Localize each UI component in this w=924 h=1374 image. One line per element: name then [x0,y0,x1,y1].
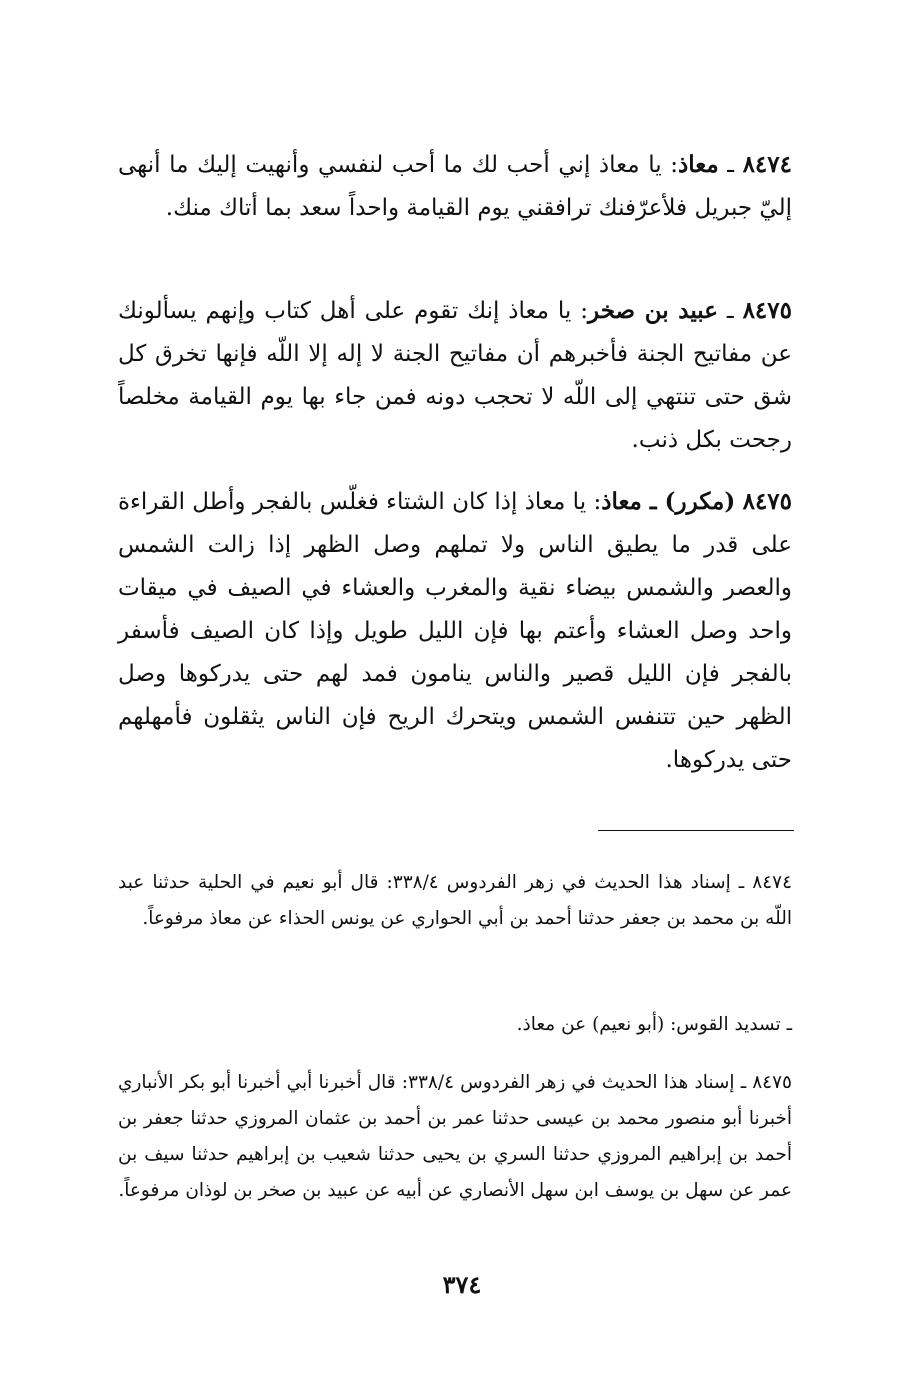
hadith-number: ٨٤٧٥ [742,488,793,515]
hadith-entry-8475-repeated: ٨٤٧٥ (مكرر) ـ معاذ: يا معاذ إذا كان الشتاء فغلّس بالفجر وأطل القراءة على قدر ما يطيق الناس ولا تملهم وصل الظهر إذا زالت الشمس والعصر والشمس بيضاء نقية والمغرب والعشاء في الصيف في ميقات واحد وصل العشاء وأعتم بها فإن الليل طويل وإذا كان الصيف فأسفر بالفجر فإن الليل قصير والناس ينامون فمد لهم حتى يدركوها وصل الظهر حين تتنفس الشمس ويتحرك الريح فإن الناس يثقلون فأمهلهم حتى يدركوها. [118,488,793,773]
hadith-text: يا معاذ إني أحب لك ما أحب لنفسي وأنهيت إليك ما أنهى إليّ جبريل فلأعرّفنك ترافقني يوم القيامة واحداً سعد بما أتاك منك. [118,152,792,221]
hadith-narrator: عبيد بن صخر [588,297,718,324]
hadith-number: ٨٤٧٤ [742,151,792,178]
hadith-narrator: (مكرر) ـ معاذ [601,488,736,515]
footnote-tasdid-alqaws: ـ تسديد القوس: (أبو نعيم) عن معاذ. [516,1013,792,1035]
hadith-text: يا معاذ إنك تقوم على أهل كتاب وإنهم يسألونك عن مفاتيح الجنة فأخبرهم أن مفاتيح الجنة لا إله إلا اللّه فإنها تخرق كل شق حتى تنتهي إلى اللّه لا تحجب دونه فمن جاء بها يوم القيامة مخلصاً رجحت بكل ذنب. [118,298,792,453]
footnote-separator [598,830,794,831]
hadith-text: يا معاذ إذا كان الشتاء فغلّس بالفجر وأطل القراءة على قدر ما يطيق الناس ولا تملهم وصل الظهر إذا زالت الشمس والعصر والشمس بيضاء نقية والمغرب والعشاء في الصيف في ميقات واحد وصل العشاء وأعتم بها فإن الليل طويل وإذا كان الصيف فأسفر بالفجر فإن الليل قصير والناس ينامون فمد لهم حتى يدركوها وصل الظهر حين تتنفس الشمس ويتحرك الريح فإن الناس يثقلون فأمهلهم حتى يدركوها. [118,489,792,773]
page-number: ٣٧٤ [442,1270,482,1299]
hadith-narrator: معاذ [677,151,719,178]
hadith-entry-8475: ٨٤٧٥ ـ عبيد بن صخر: يا معاذ إنك تقوم على أهل كتاب وإنهم يسألونك عن مفاتيح الجنة فأخبرهم أن مفاتيح الجنة لا إله إلا اللّه فإنها تخرق كل شق حتى تنتهي إلى اللّه لا تحجب دونه فمن جاء بها يوم القيامة مخلصاً رجحت بكل ذنب. [118,297,792,453]
footnote-8475: ٨٤٧٥ ـ إسناد هذا الحديث في زهر الفردوس ٣٣٨/٤: قال أخبرنا أبي أخبرنا أبو بكر الأنباري أخبرنا أبو منصور محمد بن عيسى حدثنا عمر بن أحمد بن عثمان المروزي حدثنا جعفر بن أحمد بن إبراهيم المروزي حدثنا السري بن يحيى حدثنا شعيب بن إبراهيم حدثنا سيف بن عمر عن سهل بن يوسف ابن سهل الأنصاري عن أبيه عن عبيد بن صخر بن لوذان مرفوعاً. [118,1071,792,1201]
footnote-8474: ٨٤٧٤ ـ إسناد هذا الحديث في زهر الفردوس ٣٣٨/٤: قال أبو نعيم في الحلية حدثنا عبد اللّه بن محمد بن جعفر حدثنا أحمد بن أبي الحواري عن يونس الحذاء عن معاذ مرفوعاً. [118,871,793,929]
hadith-entry-8474: ٨٤٧٤ ـ معاذ: يا معاذ إني أحب لك ما أحب لنفسي وأنهيت إليك ما أنهى إليّ جبريل فلأعرّفنك ترافقني يوم القيامة واحداً سعد بما أتاك منك. [118,151,792,221]
hadith-number: ٨٤٧٥ [742,297,792,324]
